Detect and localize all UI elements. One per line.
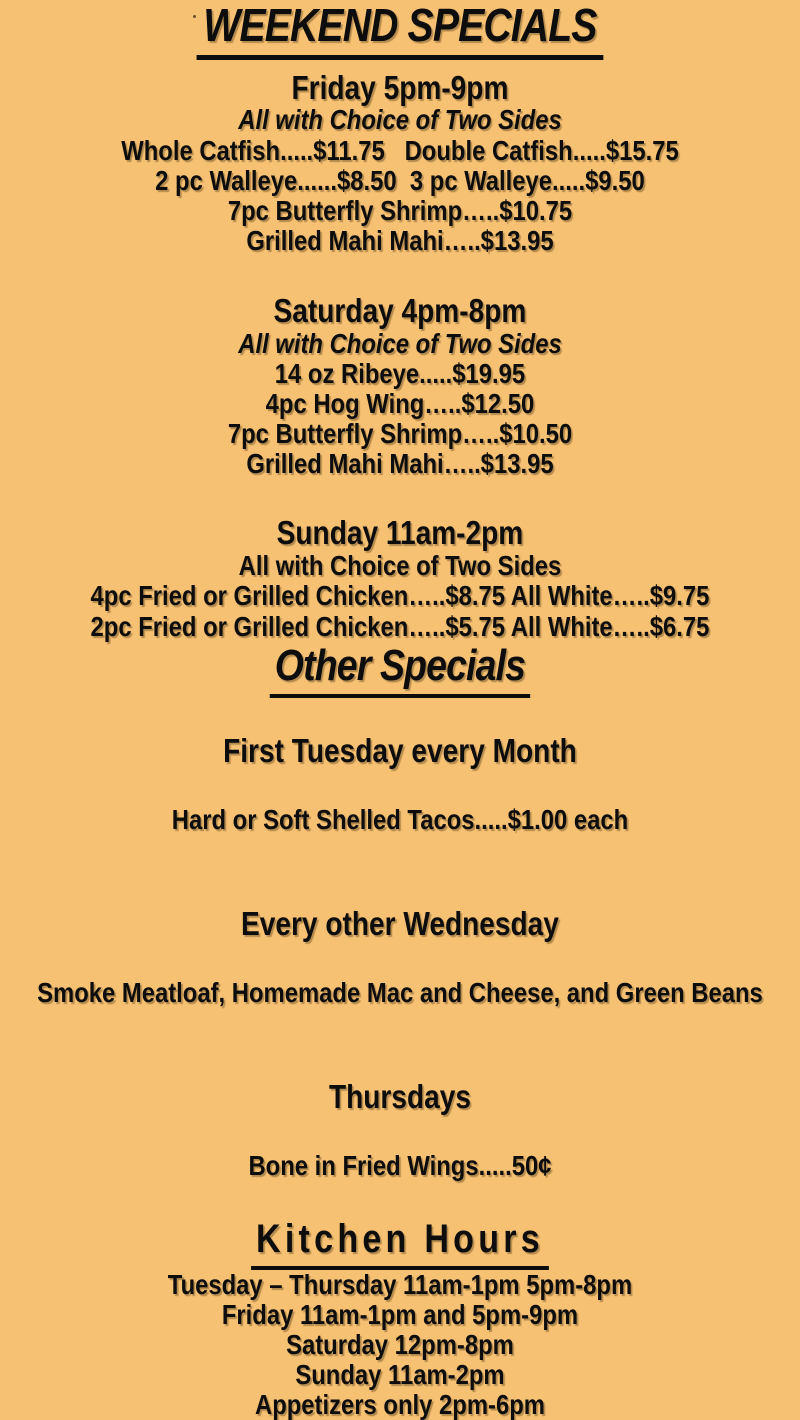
saturday-header: Saturday 4pm-8pm: [273, 291, 527, 329]
section-other-specials: [0, 642, 800, 1218]
menu-item-line: 14 oz Ribeye.....$19.95: [274, 358, 526, 390]
section-saturday-specials: [0, 291, 800, 480]
other-specials-title: [0, 642, 800, 698]
kitchen-hours-line: Friday 11am-1pm and 5pm-9pm: [221, 1299, 579, 1331]
section-kitchen-hours: [0, 1217, 800, 1420]
menu-item-line: Bone in Fried Wings.....50¢: [248, 1150, 552, 1182]
menu-item-line: Smoke Meatloaf, Homemade Mac and Cheese, and Green Beans: [37, 977, 763, 1009]
menu-item-line: 4pc Hog Wing…..$12.50: [265, 388, 535, 420]
sunday-subheader: All with Choice of Two Sides: [238, 550, 562, 582]
page-title-text: WEEKEND SPECIALS: [197, 0, 604, 60]
menu-item-line: 7pc Butterfly Shrimp…..$10.50: [227, 418, 573, 450]
page-title: [0, 0, 800, 60]
menu-item-line: 4pc Fried or Grilled Chicken…..$8.75 All White…..$9.75: [90, 580, 710, 612]
tuesday-special-header: First Tuesday every Month: [223, 732, 577, 770]
menu-item-line: 2pc Fried or Grilled Chicken…..$5.75 All White…..$6.75: [90, 610, 710, 642]
kitchen-hours-title-text: Kitchen Hours: [251, 1217, 549, 1270]
friday-header: Friday 5pm-9pm: [291, 68, 509, 106]
kitchen-hours-line: Tuesday – Thursday 11am-1pm 5pm-8pm: [167, 1269, 633, 1301]
kitchen-hours-line: Sunday 11am-2pm: [295, 1359, 505, 1391]
friday-subheader: All with Choice of Two Sides: [238, 104, 562, 136]
other-special-thursday: [0, 1044, 800, 1217]
menu-item-line: Whole Catfish.....$11.75 Double Catfish.....$15.75: [121, 134, 679, 166]
menu-item-line: Hard or Soft Shelled Tacos.....$1.00 each: [171, 804, 629, 835]
menu-item-line: 2 pc Walleye......$8.50 3 pc Walleye.....$9.50: [155, 164, 645, 196]
other-special-tuesday: [0, 698, 800, 871]
menu-item-line: Grilled Mahi Mahi…..$13.95: [246, 224, 554, 256]
sunday-header: Sunday 11am-2pm: [276, 514, 524, 552]
other-special-wednesday: [0, 871, 800, 1044]
section-sunday-specials: [0, 516, 800, 641]
menu-item-line: 7pc Butterfly Shrimp…..$10.75: [227, 194, 573, 226]
other-specials-title-text: Other Specials: [270, 642, 531, 698]
thursday-special-header: Thursdays: [328, 1078, 471, 1116]
saturday-subheader: All with Choice of Two Sides: [238, 327, 562, 359]
menu-item-line: Grilled Mahi Mahi…..$13.95: [246, 448, 554, 480]
section-friday-specials: [0, 68, 800, 256]
kitchen-hours-line: Appetizers only 2pm-6pm: [254, 1389, 545, 1420]
kitchen-hours-title: [0, 1217, 800, 1270]
wednesday-special-header: Every other Wednesday: [241, 905, 559, 943]
kitchen-hours-line: Saturday 12pm-8pm: [286, 1329, 514, 1361]
